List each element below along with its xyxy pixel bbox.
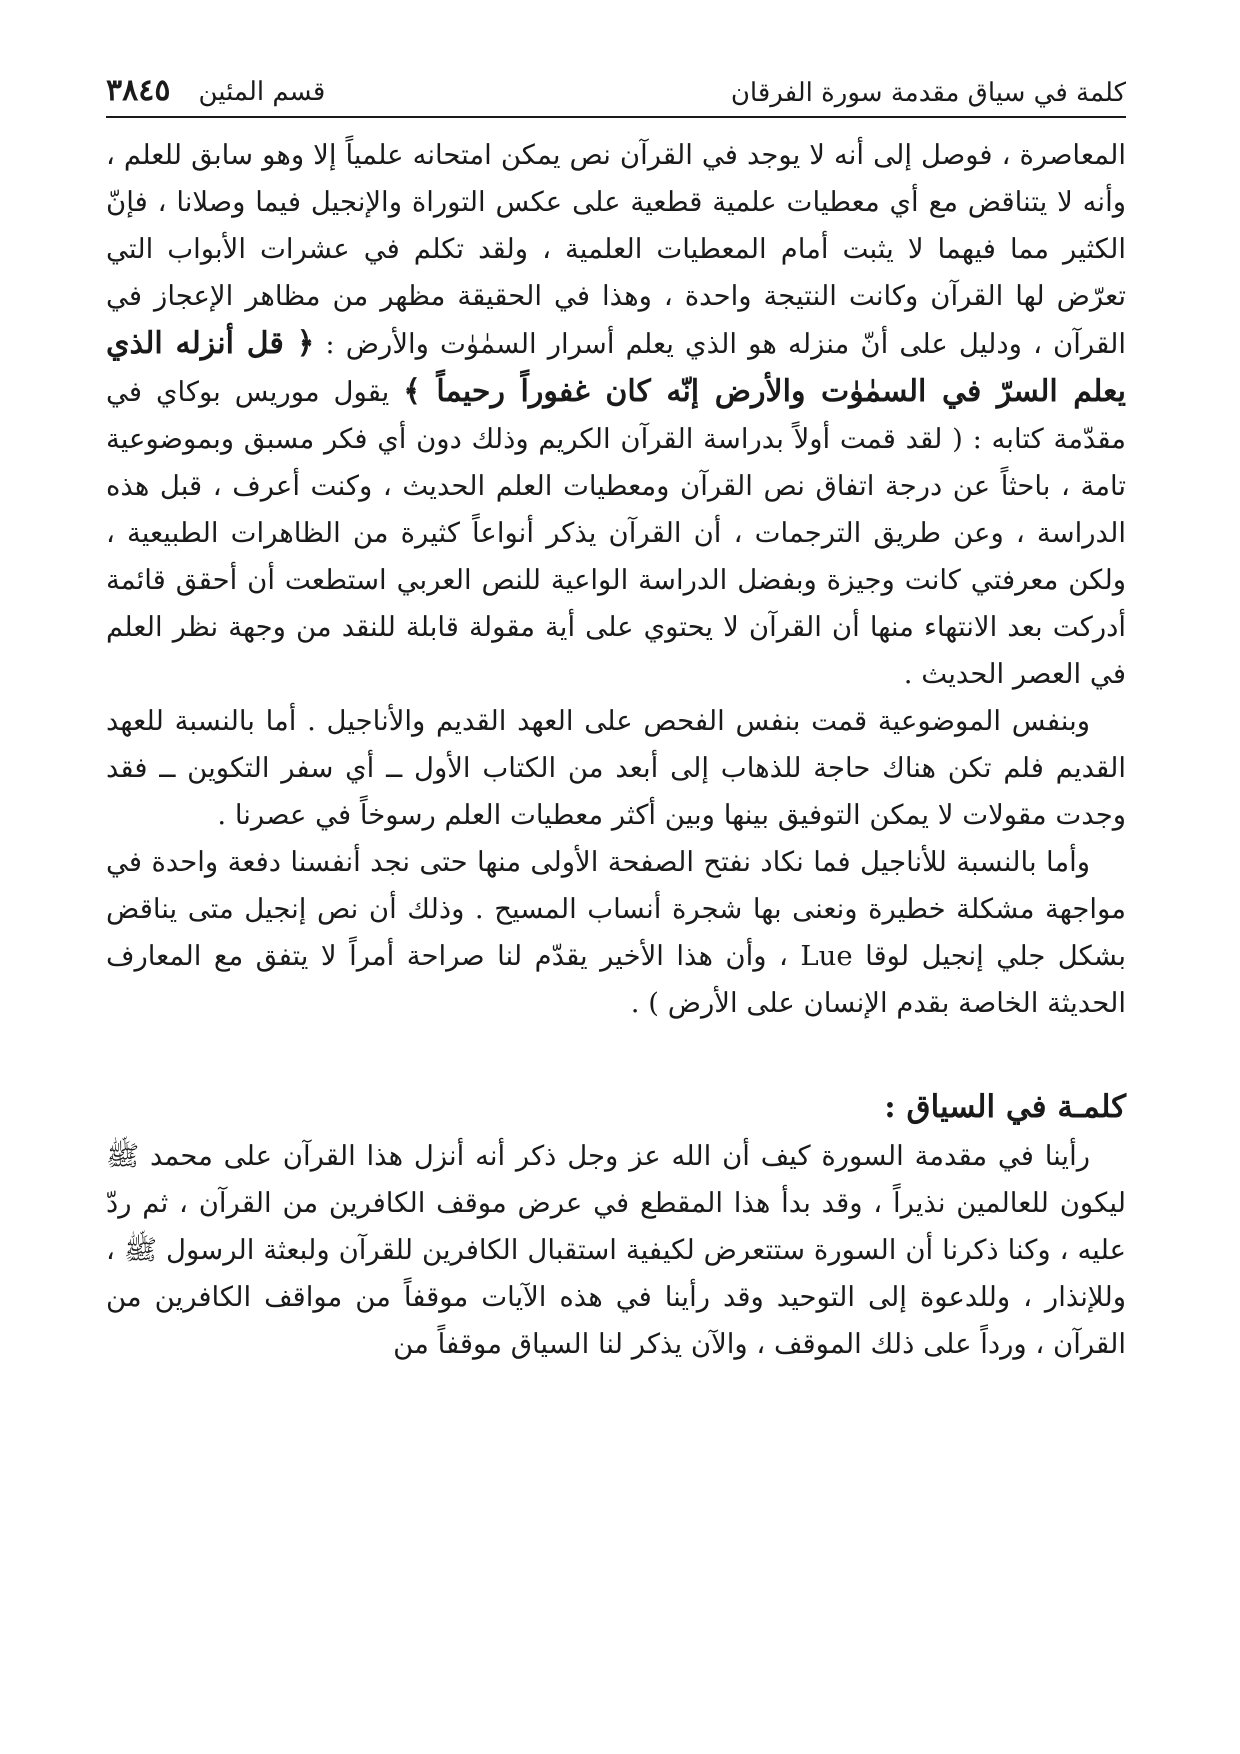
paragraph: [106, 132, 1126, 698]
chapter-title: كلمة في سياق مقدمة سورة الفرقان: [730, 78, 1126, 108]
paragraph-text: يقول موريس بوكاي في مقدّمة كتابه : ( لقد قمت أولاً بدراسة القرآن الكريم وذلك دون أي فكر مسبق وبموضوعية تامة ، باحثاً عن درجة اتفاق نص القرآن ومعطيات العلم الحديث ، وكنت أعرف ، قبل هذه الدراسة ، وعن طريق الترجمات ، أن القرآن يذكر أنواعاً كثيرة من الظاهرات الطبيعية ، ولكن معرفتي كانت وجيزة وبفضل الدراسة الواعية للنص العربي استطعت أن أحقق قائمة أدركت بعد الانتهاء منها أن القرآن لا يحتوي على أية مقولة قابلة للنقد من وجهة نظر العلم في العصر الحديث .: [106, 376, 1126, 690]
page-number: ٣٨٤٥: [106, 73, 171, 108]
quran-verse: ﴿ قل أنزله الذي يعلم السرّ في السمٰوٰت والأرض إنّه كان غفوراً رحيماً ﴾: [106, 326, 1126, 409]
header-divider: [106, 116, 1126, 118]
page-body: [106, 132, 1126, 1712]
paragraph-text: المعاصرة ، فوصل إلى أنه لا يوجد في القرآن نص يمكن امتحانه علمياً إلا وهو سابق للعلم ، وأنه لا يتناقض مع أي معطيات علمية قطعية على عكس التوراة والإنجيل فيما وصلانا ، فإنّ الكثير مما فيهما لا يثبت أمام المعطيات العلمية ، ولقد تكلم في عشرات الأبواب التي تعرّض لها القرآن وكانت النتيجة واحدة ، وهذا في الحقيقة مظهر من مظاهر الإعجاز في القرآن ، ودليل على أنّ منزله هو الذي يعلم أسرار السمٰوٰت والأرض :: [106, 139, 1126, 360]
running-header: [106, 52, 1126, 108]
paragraph: وأما بالنسبة للأناجيل فما نكاد نفتح الصفحة الأولى منها حتى نجد أنفسنا دفعة واحدة في مواجهة مشكلة خطيرة ونعنى بها شجرة أنساب المسيح . وذلك أن نص إنجيل متى يناقض بشكل جلي إنجيل لوقا Lue ، وأن هذا الأخير يقدّم لنا صراحة أمراً لا يتفق مع المعارف الحديثة الخاصة بقدم الإنسان على الأرض ) .: [106, 846, 1126, 1019]
paragraph: رأينا في مقدمة السورة كيف أن الله عز وجل ذكر أنه أنزل هذا القرآن على محمد ﷺ ليكون للعالمين نذيراً ، وقد بدأ هذا المقطع في عرض موقف الكافرين من القرآن ، ثم ردّ عليه ، وكنا ذكرنا أن السورة ستتعرض لكيفية استقبال الكافرين للقرآن ولبعثة الرسول ﷺ ، وللإنذار ، وللدعوة إلى التوحيد وقد رأينا في هذه الآيات موقفاً من مواقف الكافرين من القرآن ، ورداً على ذلك الموقف ، والآن يذكر لنا السياق موقفاً من: [106, 1140, 1126, 1360]
section-heading: كلمـة في السياق :: [884, 1089, 1126, 1125]
header-meta: [106, 73, 325, 108]
part-title: قسم المئين: [198, 77, 326, 107]
paragraph: وبنفس الموضوعية قمت بنفس الفحص على العهد القديم والأناجيل . أما بالنسبة للعهد القديم فلم تكن هناك حاجة للذهاب إلى أبعد من الكتاب الأول ــ أي سفر التكوين ــ فقد وجدت مقولات لا يمكن التوفيق بينها وبين أكثر معطيات العلم رسوخاً في عصرنا .: [106, 705, 1126, 831]
